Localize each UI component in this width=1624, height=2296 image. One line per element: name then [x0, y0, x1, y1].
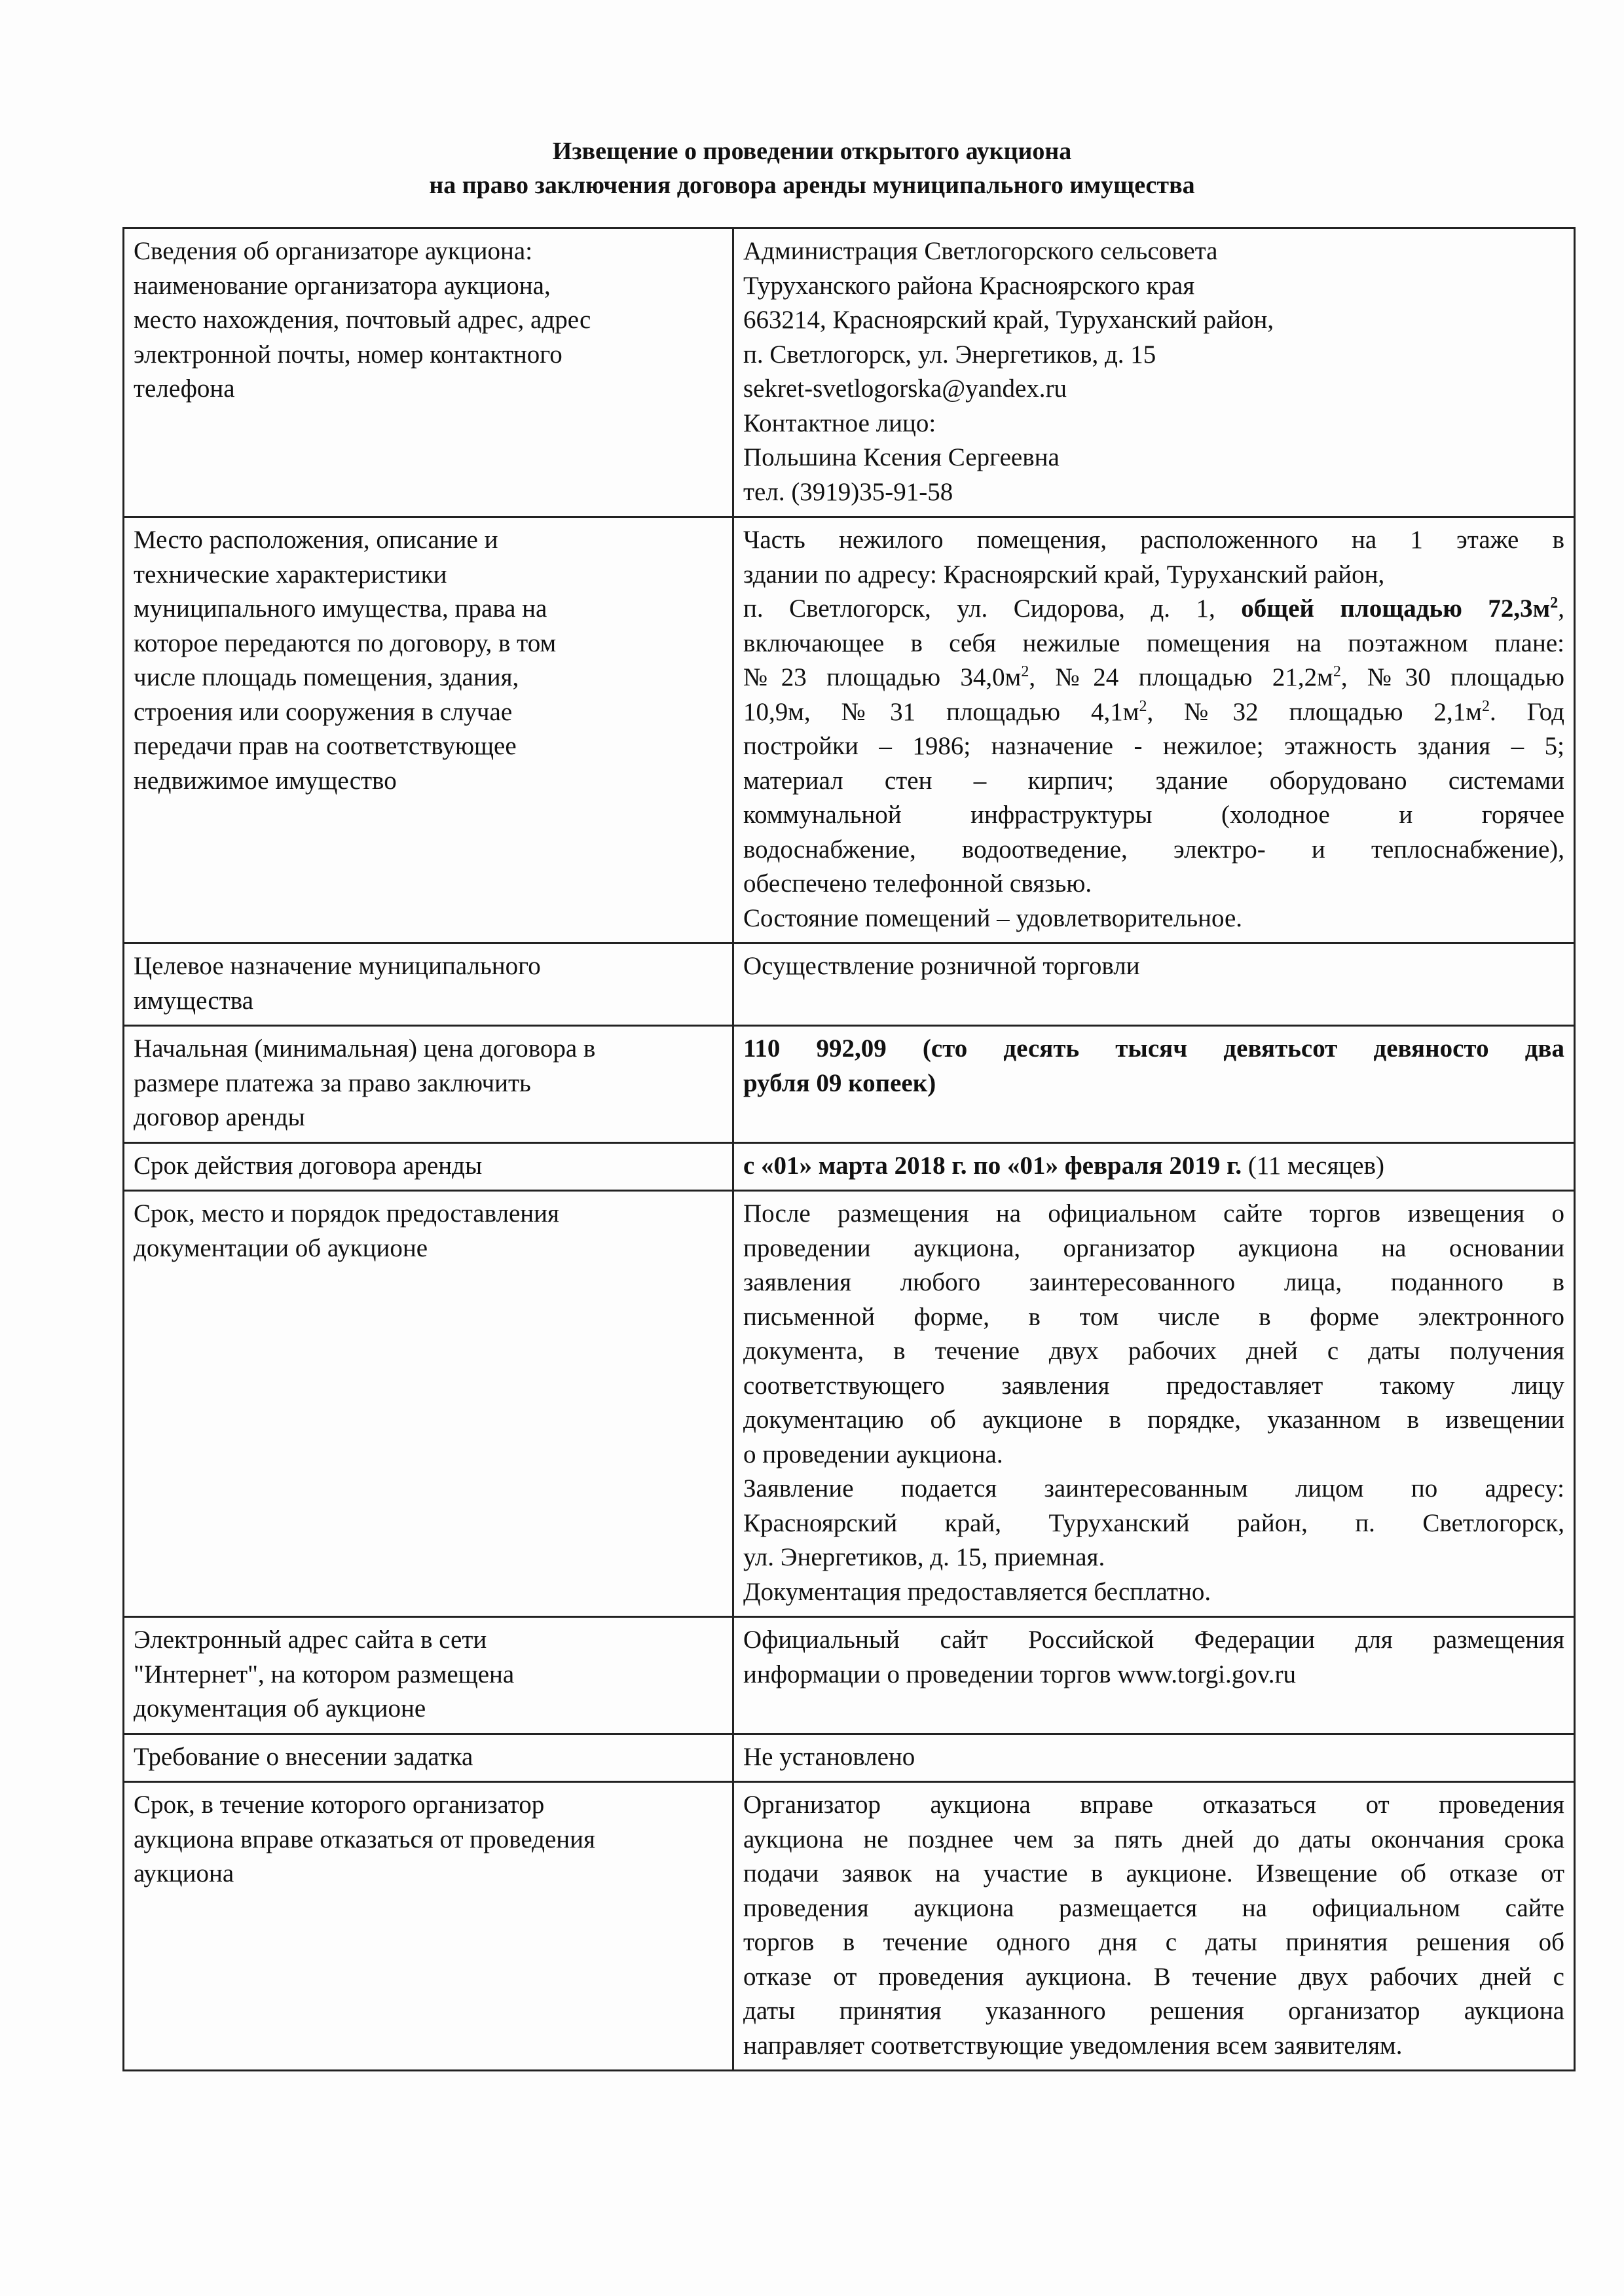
term-value — [743, 1149, 1564, 1184]
room-area-text: №23 площадью 34,0м — [743, 663, 1022, 691]
contact-person-label: Контактное лицо: — [743, 409, 936, 437]
title-line-2: на право заключения договора аренды муниципального имущества — [429, 172, 1195, 199]
property-desc-line: коммунальной инфраструктуры (холодное и горячее — [743, 801, 1564, 829]
organizer-label-cell — [124, 228, 733, 517]
superscript: 2 — [1021, 663, 1029, 680]
table-row-website — [124, 1617, 1575, 1734]
refusal-text-line: направляет соответствующие уведомления всем заявителям. — [743, 2031, 1403, 2060]
punctuation: , — [1558, 594, 1564, 623]
property-desc-line: материал стен – кирпич; здание оборудовано системами — [743, 766, 1564, 795]
website-label-line: документация об аукционе — [134, 1694, 426, 1722]
deposit-label-cell — [124, 1734, 733, 1782]
property-address-text: п. Светлогорск, ул. Сидорова, д. 1, — [743, 594, 1215, 623]
refusal-text-line: торгов в течение одного дня с даты принятия решения об — [743, 1928, 1564, 1956]
price-value-line: 110 992,09 (сто десять тысяч девятьсот девяносто два — [743, 1034, 1564, 1063]
property-desc-line: включающее в себя нежилые помещения на поэтажном плане: — [743, 629, 1564, 657]
purpose-value-cell — [733, 943, 1575, 1026]
term-value-cell — [733, 1142, 1575, 1191]
website-label-cell — [124, 1617, 733, 1734]
contact-person-name: Польшина Ксения Сергеевна — [743, 443, 1060, 471]
title-line-1: Извещение о проведении открытого аукциона — [552, 137, 1072, 165]
table-row-property — [124, 517, 1575, 943]
property-label-line: муниципального имущества, права на — [134, 594, 547, 623]
price-value-cell — [733, 1026, 1575, 1143]
property-value-cell — [733, 517, 1575, 943]
documentation-text-line: Красноярский край, Туруханский район, п. Светлогорск, — [743, 1508, 1564, 1537]
property-desc-line — [743, 661, 1564, 695]
refusal-value-cell — [733, 1782, 1575, 2071]
property-label-line: которое передаются по договору, в том — [134, 629, 557, 657]
room-area-text: 10,9м, №31 площадью 4,1м — [743, 697, 1139, 726]
deposit-label: Требование о внесении задатка — [134, 1742, 473, 1771]
document-title — [118, 134, 1506, 202]
superscript: 2 — [1333, 663, 1341, 680]
website-label-line: "Интернет", на котором размещена — [134, 1660, 515, 1688]
deposit-value-cell — [733, 1734, 1575, 1782]
table-row-deposit — [124, 1734, 1575, 1782]
property-label-cell — [124, 517, 733, 943]
contact-phone: тел. (3919)35-91-58 — [743, 477, 953, 506]
price-label-line: Начальная (минимальная) цена договора в — [134, 1034, 596, 1063]
refusal-label-cell — [124, 1782, 733, 2071]
property-label-line: Место расположения, описание и — [134, 526, 498, 554]
website-text-line: информации о проведении торгов www.torgi.gov.ru — [743, 1660, 1296, 1688]
table-row-organizer — [124, 228, 1575, 517]
property-desc-line — [743, 592, 1564, 627]
documentation-value-cell — [733, 1191, 1575, 1617]
superscript: 2 — [1481, 697, 1490, 715]
price-label-line: размере платежа за право заключить — [134, 1068, 531, 1097]
documentation-text-line: заявления любого заинтересованного лица, поданного в — [743, 1268, 1564, 1296]
table-row-price — [124, 1026, 1575, 1143]
property-desc-line: водоснабжение, водоотведение, электро- и теплоснабжение), — [743, 835, 1564, 864]
refusal-label-line: аукциона вправе отказаться от проведения — [134, 1825, 595, 1853]
purpose-label-line: имущества — [134, 986, 253, 1015]
website-label-line: Электронный адрес сайта в сети — [134, 1626, 487, 1654]
documentation-text-line: После размещения на официальном сайте торгов извещения о — [743, 1199, 1564, 1228]
documentation-label-line: Срок, место и порядок предоставления — [134, 1199, 559, 1228]
organizer-name-line: Администрация Светлогорского сельсовета — [743, 237, 1218, 265]
refusal-text-line: даты принятия указанного решения организатор аукциона — [743, 1997, 1564, 2025]
table-row-purpose — [124, 943, 1575, 1026]
room-area-text: , №32 площадью 2,1м — [1147, 697, 1482, 726]
refusal-label-line: Срок, в течение которого организатор — [134, 1791, 545, 1819]
property-label-line: технические характеристики — [134, 560, 447, 589]
refusal-text-line: подачи заявок на участие в аукционе. Извещение об отказе от — [743, 1859, 1564, 1887]
documentation-text-line: ул. Энергетиков, д. 15, приемная. — [743, 1543, 1105, 1571]
organizer-label-line: место нахождения, почтовый адрес, адрес — [134, 306, 591, 334]
organizer-name-line: Туруханского района Красноярского края — [743, 271, 1195, 300]
documentation-text-line: Документация предоставляется бесплатно. — [743, 1577, 1211, 1606]
term-label-cell — [124, 1142, 733, 1191]
documentation-text-line: документацию об аукционе в порядке, указанном в извещении — [743, 1406, 1564, 1434]
documentation-text-line: о проведении аукциона. — [743, 1440, 1003, 1468]
website-text-line: Официальный сайт Российской Федерации для размещения — [743, 1626, 1564, 1654]
property-label-line: недвижимое имущество — [134, 766, 397, 795]
price-label-line: договор аренды — [134, 1103, 305, 1131]
property-label-line: строения или сооружения в случае — [134, 697, 513, 726]
property-total-area-text: общей площадью 72,3м — [1241, 594, 1551, 623]
purpose-label-cell — [124, 943, 733, 1026]
organizer-address-line: п. Светлогорск, ул. Энергетиков, д. 15 — [743, 340, 1156, 369]
term-duration: (11 месяцев) — [1247, 1151, 1384, 1180]
room-area-text: , №24 площадью 21,2м — [1029, 663, 1333, 691]
organizer-email: sekret-svetlogorska@yandex.ru — [743, 374, 1067, 403]
documentation-label-cell — [124, 1191, 733, 1617]
deposit-value: Не установлено — [743, 1742, 915, 1771]
superscript: 2 — [1139, 697, 1147, 715]
refusal-text-line: Организатор аукциона вправе отказаться от проведения — [743, 1791, 1564, 1819]
organizer-label-line: наименование организатора аукциона, — [134, 271, 551, 300]
organizer-value-cell — [733, 228, 1575, 517]
documentation-text-line: письменной форме, в том числе в форме электронного — [743, 1302, 1564, 1331]
documentation-text-line: соответствующего заявления предоставляет такому лицу — [743, 1371, 1564, 1400]
documentation-text-line: проведении аукциона, организатор аукциона на основании — [743, 1233, 1564, 1262]
term-dates: с «01» марта 2018 г. по «01» февраля 2019 г. — [743, 1151, 1242, 1180]
room-area-text: . Год — [1489, 697, 1565, 726]
table-row-documentation — [124, 1191, 1575, 1617]
organizer-address-line: 663214, Красноярский край, Туруханский район, — [743, 306, 1274, 334]
table-row-refusal — [124, 1782, 1575, 2071]
refusal-text-line: проведения аукциона размещается на официальном сайте — [743, 1893, 1564, 1922]
website-value-cell — [733, 1617, 1575, 1734]
property-desc-line: здании по адресу: Красноярский край, Туруханский район, — [743, 560, 1385, 589]
room-area-text: , №30 площадью — [1340, 663, 1564, 691]
documentation-text-line: документа, в течение двух рабочих дней с даты получения — [743, 1337, 1564, 1365]
property-desc-line: постройки – 1986; назначение - нежилое; этажность здания – 5; — [743, 732, 1564, 760]
property-total-area — [1241, 594, 1558, 623]
purpose-value: Осуществление розничной торговли — [743, 952, 1140, 980]
term-label: Срок действия договора аренды — [134, 1151, 483, 1180]
superscript: 2 — [1550, 594, 1559, 611]
property-condition: Состояние помещений – удовлетворительное. — [743, 903, 1243, 932]
property-desc-line: обеспечено телефонной связью. — [743, 869, 1092, 898]
price-label-cell — [124, 1026, 733, 1143]
documentation-label-line: документации об аукционе — [134, 1233, 428, 1262]
property-label-line: числе площадь помещения, здания, — [134, 663, 519, 691]
property-desc-line: Часть нежилого помещения, расположенного на 1 этаже в — [743, 526, 1564, 554]
property-desc-line — [743, 695, 1564, 730]
purpose-label-line: Целевое назначение муниципального — [134, 952, 541, 980]
organizer-label-line: Сведения об организаторе аукциона: — [134, 237, 533, 265]
organizer-label-line: электронной почты, номер контактного — [134, 340, 563, 369]
documentation-text-line: Заявление подается заинтересованным лицом по адресу: — [743, 1474, 1564, 1503]
refusal-text-line: аукциона не позднее чем за пять дней до даты окончания срока — [743, 1825, 1564, 1853]
auction-notice-table — [122, 227, 1576, 2071]
table-row-term — [124, 1142, 1575, 1191]
refusal-text-line: отказе от проведения аукциона. В течение двух рабочих дней с — [743, 1962, 1564, 1991]
price-value-line: рубля 09 копеек) — [743, 1068, 936, 1097]
organizer-label-line: телефона — [134, 374, 235, 403]
property-label-line: передачи прав на соответствующее — [134, 732, 517, 760]
refusal-label-line: аукциона — [134, 1859, 234, 1887]
